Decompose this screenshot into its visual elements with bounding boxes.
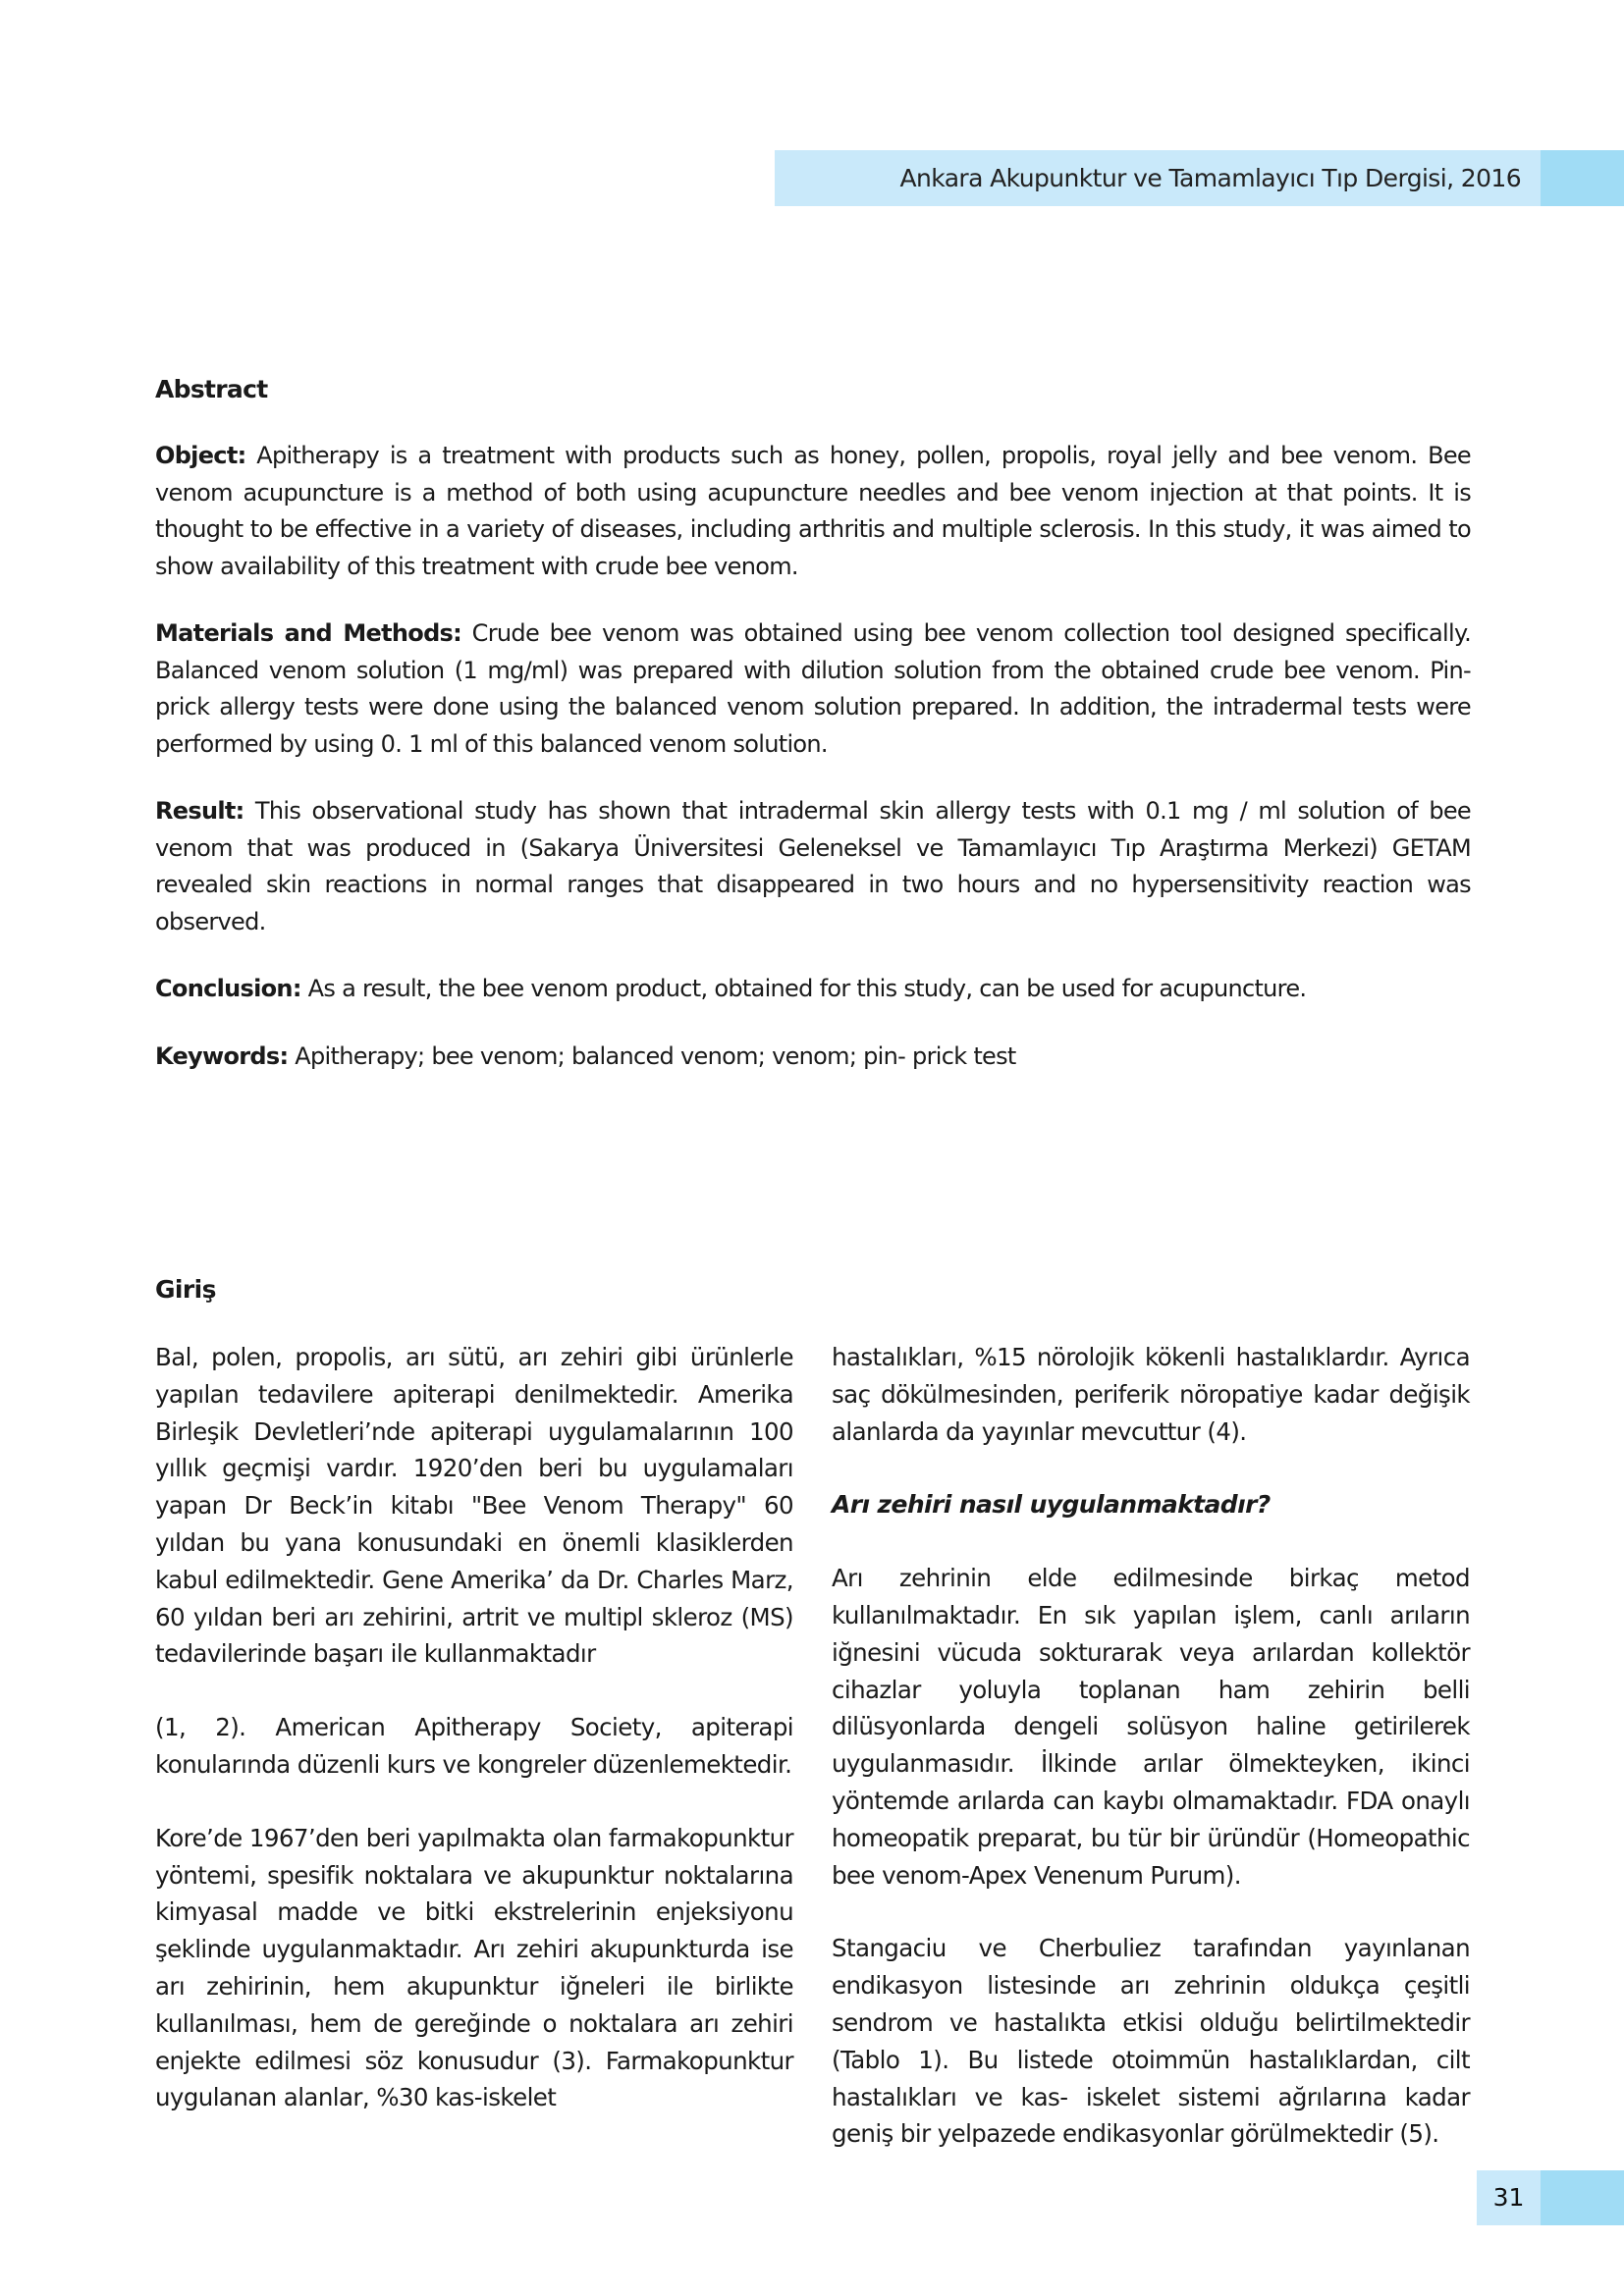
abstract-keywords-text: Apitherapy; bee venom; balanced venom; venom; pin- prick test	[288, 1041, 1016, 1070]
body-paragraph: (1, 2). American Apitherapy Society, apiterapi konularında düzenli kurs ve kongreler düzenlemektedir.	[155, 1713, 793, 1779]
body-paragraph: Arı zehrinin elde edilmesinde birkaç metod kullanılmaktadır. En sık yapılan işlem, canlı arıların iğnesini vücuda sokturarak veya arılardan kollektör cihazlar yoluyla toplanan ham zehirin belli dilüsyonlarda dengeli solüsyon haline getirilerek uygulanmasıdır. İlkinde arılar ölmekteyken, ikinci yöntemde arılarda can kaybı olmamaktadır. FDA onaylı homeopatik preparat, bu tür bir üründür (Homeopathic bee venom-Apex Venenum Purum).	[832, 1564, 1470, 1890]
abstract-methods	[155, 615, 1471, 763]
body-paragraph: Bal, polen, propolis, arı sütü, arı zehiri gibi ürünlerle yapılan tedavilere apiterapi denilmektedir. Amerika Birleşik Devletleri’nde apiterapi uygulamalarının 100 yıllık geçmişi vardır. 1920’den beri bu uygulamaları yapan Dr Beck’in kitabı "Bee Venom Therapy" 60 yıldan bu yana konusundaki en önemli klasiklerden kabul edilmektedir. Gene Amerika’ da Dr. Charles Marz, 60 yıldan beri arı zehirini, artrit ve multipl skleroz (MS) tedavilerinde başarı ile kullanmaktadır	[155, 1343, 793, 1669]
abstract-heading: Abstract	[155, 375, 268, 403]
section-title-giris: Giriş	[155, 1275, 216, 1304]
abstract-object	[155, 438, 1471, 585]
abstract-conclusion-label: Conclusion:	[155, 975, 301, 1002]
page-number-accent	[1541, 2170, 1624, 2225]
abstract-result-label: Result:	[155, 797, 244, 825]
abstract-keywords-label: Keywords:	[155, 1041, 289, 1070]
body-paragraph-continuation: hastalıkları, %15 nörolojik kökenli hastalıklardır. Ayrıca saç dökülmesinden, periferik nöropatiye kadar değişik alanlarda da yayınlar mevcuttur (4).	[832, 1343, 1470, 1446]
abstract-section	[155, 371, 1471, 1105]
abstract-keywords	[155, 1039, 1471, 1076]
journal-title: Ankara Akupunktur ve Tamamlayıcı Tıp Dergisi, 2016	[899, 164, 1521, 192]
abstract-methods-label: Materials and Methods:	[155, 619, 462, 647]
abstract-object-label: Object:	[155, 442, 246, 469]
body-column-right	[832, 1339, 1470, 2189]
body-column-left	[155, 1339, 793, 2153]
abstract-conclusion	[155, 971, 1471, 1008]
abstract-object-text: Apitherapy is a treatment with products such as honey, pollen, propolis, royal jelly and bee venom. Bee venom acupuncture is a method of both using acupuncture needles and bee venom injection at that points. It is thought to be effective in a variety of diseases, including arthritis and multiple sclerosis. In this study, it was aimed to show availability of this treatment with crude bee venom.	[155, 442, 1471, 580]
body-paragraph: Stangaciu ve Cherbuliez tarafından yayınlanan endikasyon listesinde arı zehrinin oldukça çeşitli sendrom ve hastalıkta etkisi olduğu belirtilmektedir (Tablo 1). Bu listede otoimmün hastalıklardan, cilt hastalıkları ve kas- iskelet sistemi ağrılarına kadar geniş bir yelpazede endikasyonlar görülmektedir (5).	[832, 1934, 1470, 2149]
journal-header-accent	[1541, 150, 1624, 206]
abstract-conclusion-text: As a result, the bee venom product, obtained for this study, can be used for acupuncture.	[300, 975, 1307, 1002]
abstract-methods-text: Crude bee venom was obtained using bee venom collection tool designed specifically. Balanced venom solution (1 mg/ml) was prepared with dilution solution from the obtained crude bee venom. Pin- prick allergy tests were done using the balanced venom solution prepared. In addition, the intradermal tests were performed by using 0. 1 ml of this balanced venom solution.	[155, 619, 1471, 758]
abstract-result	[155, 793, 1471, 940]
body-paragraph: Kore’de 1967’den beri yapılmakta olan farmakopunktur yöntemi, spesifik noktalara ve akupunktur noktalarına kimyasal madde ve bitki ekstrelerinin enjeksiyonu şeklinde uygulanmaktadır. Arı zehiri akupunkturda ise arı zehirinin, hem akupunktur iğneleri ile birlikte kullanılması, hem de gereğinde o noktalara arı zehiri enjekte edilmesi söz konusudur (3). Farmakopunktur uygulanan alanlar, %30 kas-iskelet	[155, 1823, 793, 2112]
page-number: 31	[1492, 2183, 1525, 2212]
abstract-result-text: This observational study has shown that intradermal skin allergy tests with 0.1 mg / ml solution of bee venom that was produced in (Sakarya Üniversitesi Geleneksel ve Tamamlayıcı Tıp Araştırma Merkezi) GETAM revealed skin reactions in normal ranges that disappeared in two hours and no hypersensitivity reaction was observed.	[155, 797, 1471, 935]
subsection-heading: Arı zehiri nasıl uygulanmaktadır?	[832, 1490, 1271, 1520]
